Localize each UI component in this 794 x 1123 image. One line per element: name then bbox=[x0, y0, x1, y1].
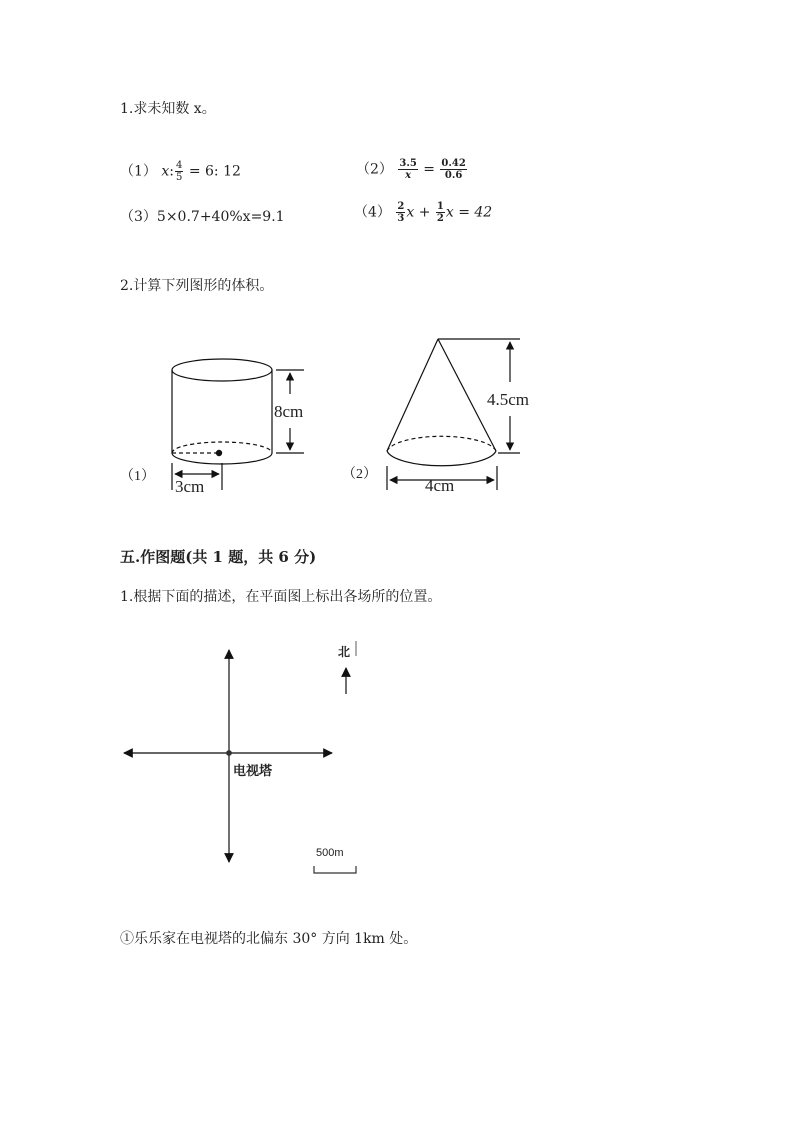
eq4-frac2-den: 2 bbox=[436, 213, 444, 224]
eq1-frac-den: 5 bbox=[176, 172, 183, 183]
eq4-frac1-den: 3 bbox=[397, 213, 405, 224]
eq4-rest: x = 42 bbox=[445, 204, 493, 221]
eq3-number: （3） bbox=[120, 209, 157, 225]
eq2-frac2-den: 0.6 bbox=[444, 170, 463, 181]
cone-left-edge bbox=[387, 339, 438, 451]
eq4-frac1-num: 2 bbox=[397, 201, 405, 212]
cone-figure bbox=[387, 339, 520, 490]
eq2-equals: = bbox=[423, 161, 435, 178]
eq2-frac1-den: x bbox=[405, 170, 412, 181]
tv-tower-point bbox=[227, 751, 231, 755]
tv-tower-label: 电视塔 bbox=[233, 764, 273, 779]
eq1-colon: : bbox=[169, 163, 174, 180]
sec5-q1-title: 1.根据下面的描述，在平面图上标出各场所的位置。 bbox=[120, 589, 442, 605]
cone-label: （2） bbox=[342, 467, 377, 482]
cylinder-center-dot bbox=[216, 450, 221, 455]
scale-bar bbox=[314, 866, 356, 873]
eq4-x1: x + bbox=[406, 204, 431, 221]
cylinder-bottom-front bbox=[172, 453, 272, 464]
eq2-number: （2） bbox=[356, 161, 393, 178]
cylinder-top bbox=[172, 359, 272, 381]
cone-diameter-label: 4cm bbox=[425, 476, 455, 495]
cylinder-bottom-back bbox=[172, 442, 272, 453]
eq3-text: 5×0.7+40%x=9.1 bbox=[156, 209, 285, 225]
section-5-heading: 五.作图题(共 1 题，共 6 分) bbox=[120, 548, 317, 566]
north-label: 北 bbox=[338, 645, 351, 659]
q1-title: 1.求未知数 x。 bbox=[120, 101, 216, 117]
cone-base-back bbox=[387, 436, 496, 451]
q2-title: 2.计算下列图形的体积。 bbox=[120, 278, 274, 294]
sec5-item-1: ①乐乐家在电视塔的北偏东 30° 方向 1km 处。 bbox=[120, 931, 418, 947]
eq1-x: x bbox=[161, 163, 170, 180]
cone-height-label: 4.5cm bbox=[487, 390, 530, 409]
eq2-frac2-num: 0.42 bbox=[441, 158, 466, 169]
eq1-frac-num: 4 bbox=[176, 160, 183, 171]
cylinder-radius-label: 3cm bbox=[175, 477, 205, 496]
eq1-rest: = 6: 12 bbox=[188, 163, 241, 180]
cylinder-label: （1） bbox=[120, 469, 155, 484]
map-figure bbox=[124, 641, 356, 873]
eq2-frac1-num: 3.5 bbox=[399, 158, 417, 169]
cone-base-front bbox=[387, 451, 496, 466]
cylinder-figure bbox=[172, 359, 304, 490]
eq4-number: （4） bbox=[354, 204, 391, 221]
eq4-frac2-num: 1 bbox=[436, 201, 444, 212]
cylinder-height-label: 8cm bbox=[274, 402, 304, 421]
scale-label: 500m bbox=[316, 847, 344, 859]
eq1-number: （1） bbox=[120, 163, 157, 180]
